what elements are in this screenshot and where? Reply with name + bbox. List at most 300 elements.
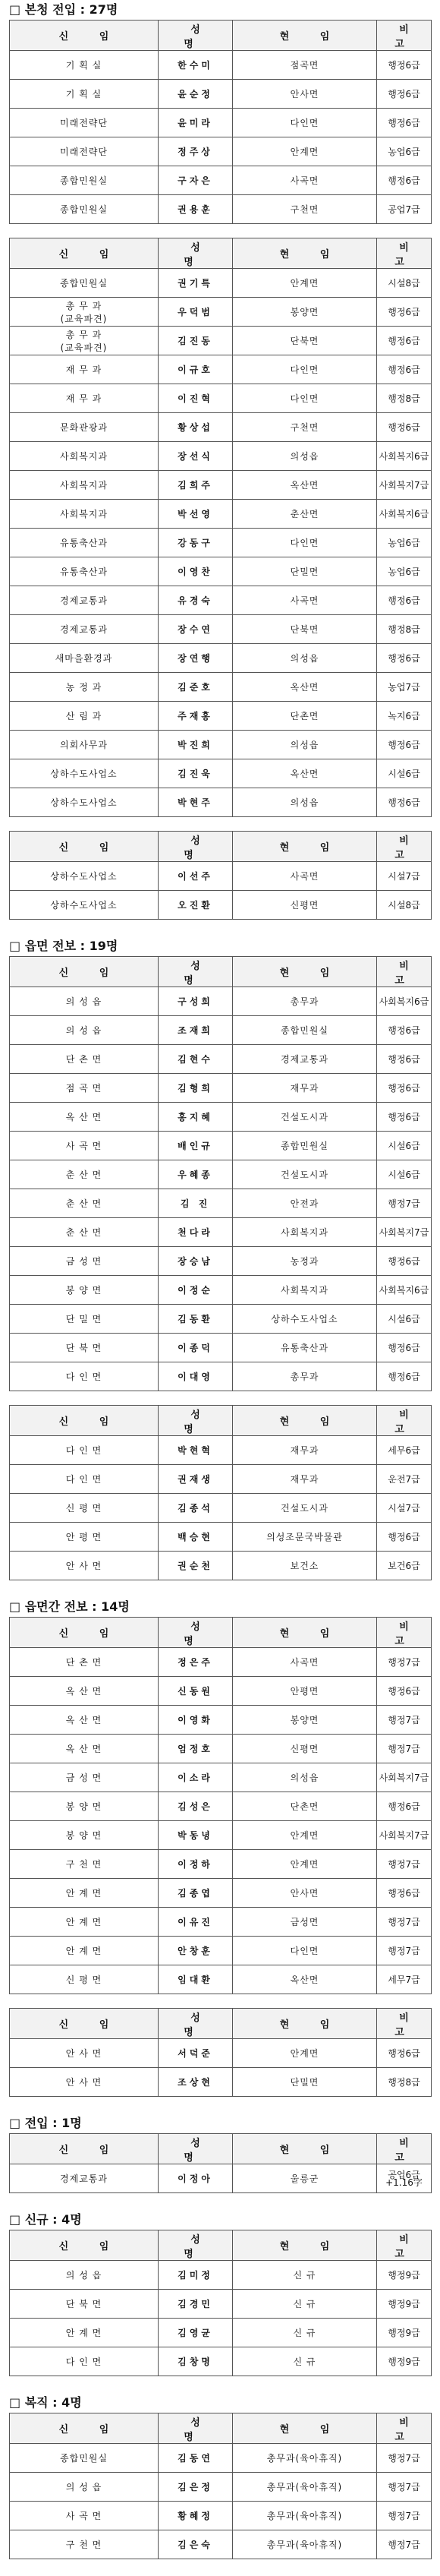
current-post-cell: 재무과 <box>233 1074 377 1103</box>
table-row <box>10 1218 432 1247</box>
note-cell: 행정6급 <box>377 51 432 80</box>
new-post-cell: 산 림 과 <box>10 702 159 731</box>
note-cell: 행정9급 <box>377 2261 432 2290</box>
new-post-cell: 단 북 면 <box>10 2290 159 2319</box>
current-post-cell: 점곡면 <box>233 51 377 80</box>
header-new: 신 임 <box>10 2134 159 2164</box>
new-post-cell: 단 밀 면 <box>10 1305 159 1334</box>
table-row <box>10 1735 432 1763</box>
name-cell: 김동환 <box>159 1305 233 1334</box>
table-row <box>10 1465 432 1494</box>
spacer <box>9 920 431 936</box>
current-post-cell: 총무과(육아휴직) <box>233 2444 377 2473</box>
table-row <box>10 195 432 224</box>
current-post-cell: 경제교통과 <box>233 1045 377 1074</box>
name-cell: 이영화 <box>159 1706 233 1735</box>
current-post-cell: 농정과 <box>233 1247 377 1276</box>
name-cell: 윤미라 <box>159 109 233 137</box>
current-post-cell: 안계면 <box>233 1850 377 1879</box>
note-cell: 농업6급 <box>377 137 432 166</box>
name-cell: 이영찬 <box>159 557 233 586</box>
current-post-cell: 옥산면 <box>233 471 377 500</box>
note-cell: 행정6급 <box>377 1045 432 1074</box>
table-row <box>10 327 432 355</box>
header-current: 현 임 <box>233 2230 377 2261</box>
current-post-cell: 안계면 <box>233 2039 377 2068</box>
name-cell: 천다라 <box>159 1218 233 1247</box>
name-cell: 한수미 <box>159 51 233 80</box>
name-cell: 강동구 <box>159 529 233 557</box>
current-post-cell: 유통축산과 <box>233 1334 377 1362</box>
current-post-cell: 신 규 <box>233 2347 377 2376</box>
new-post-cell: 안 계 면 <box>10 2319 159 2347</box>
new-post-cell: 경제교통과 <box>10 586 159 615</box>
spacer <box>9 817 431 831</box>
current-post-cell: 종합민원실 <box>233 1016 377 1045</box>
note-cell: 행정6급 <box>377 109 432 137</box>
header-new: 신 임 <box>10 2009 159 2039</box>
current-post-cell: 의성읍 <box>233 1763 377 1792</box>
table-row <box>10 759 432 788</box>
spacer <box>9 2193 431 2210</box>
table-header-row <box>10 832 432 862</box>
new-post-cell: 문화관광과 <box>10 413 159 442</box>
new-post-cell: 춘 산 면 <box>10 1160 159 1189</box>
current-post-cell: 다인면 <box>233 384 377 413</box>
table-row <box>10 891 432 920</box>
table-row <box>10 1677 432 1706</box>
table-row <box>10 615 432 644</box>
table-header-row <box>10 2230 432 2261</box>
new-post-cell: 안 사 면 <box>10 1552 159 1580</box>
note-cell: 사회복지6급 <box>377 500 432 529</box>
current-post-cell: 다인면 <box>233 109 377 137</box>
new-post-cell: 사회복지과 <box>10 471 159 500</box>
new-post-cell: 봉 양 면 <box>10 1821 159 1850</box>
table-header-row <box>10 1406 432 1436</box>
new-post-cell: 금 성 면 <box>10 1763 159 1792</box>
current-post-cell: 봉양면 <box>233 298 377 327</box>
table-row <box>10 1016 432 1045</box>
note-cell: 행정7급 <box>377 1850 432 1879</box>
new-post-cell: 총 무 과 (교육파견) <box>10 327 159 355</box>
name-cell: 박현혁 <box>159 1436 233 1465</box>
name-cell: 박현주 <box>159 788 233 817</box>
new-post-cell: 춘 산 면 <box>10 1189 159 1218</box>
header-new: 신 임 <box>10 21 159 51</box>
new-post-cell: 미래전략단 <box>10 137 159 166</box>
personnel-table <box>9 956 432 1391</box>
note-cell: 행정7급 <box>377 2473 432 2502</box>
current-post-cell: 다인면 <box>233 1937 377 1965</box>
table-row <box>10 1045 432 1074</box>
new-post-cell: 사 곡 면 <box>10 2502 159 2530</box>
header-name: 성 명 <box>159 832 233 862</box>
header-name: 성 명 <box>159 21 233 51</box>
current-post-cell: 단촌면 <box>233 1792 377 1821</box>
current-post-cell: 재무과 <box>233 1465 377 1494</box>
table-header-row <box>10 2134 432 2164</box>
personnel-table <box>9 2230 432 2376</box>
name-cell: 김준호 <box>159 673 233 702</box>
new-post-cell: 안 사 면 <box>10 2039 159 2068</box>
current-post-cell: 옥산면 <box>233 1965 377 1994</box>
name-cell: 장연행 <box>159 644 233 673</box>
note-cell: 세무7급 <box>377 1965 432 1994</box>
header-new: 신 임 <box>10 2230 159 2261</box>
header-note: 비 고 <box>377 957 432 987</box>
header-note: 비 고 <box>377 238 432 269</box>
current-post-cell: 신평면 <box>233 891 377 920</box>
header-note: 비 고 <box>377 2009 432 2039</box>
name-cell: 구성희 <box>159 987 233 1016</box>
current-post-cell: 안계면 <box>233 269 377 298</box>
current-post-cell: 단밀면 <box>233 557 377 586</box>
note-cell: 행정6급 <box>377 355 432 384</box>
new-post-cell: 의회사무과 <box>10 731 159 759</box>
new-post-cell: 의 성 읍 <box>10 987 159 1016</box>
new-post-cell: 재 무 과 <box>10 355 159 384</box>
table-row <box>10 529 432 557</box>
note-cell: 행정7급 <box>377 1189 432 1218</box>
current-post-cell: 건설도시과 <box>233 1494 377 1523</box>
table-row <box>10 1821 432 1850</box>
name-cell: 조상현 <box>159 2068 233 2097</box>
table-row <box>10 2473 432 2502</box>
table-row <box>10 1436 432 1465</box>
current-post-cell: 단밀면 <box>233 2068 377 2097</box>
name-cell: 이진혁 <box>159 384 233 413</box>
table-row <box>10 2530 432 2559</box>
header-current: 현 임 <box>233 957 377 987</box>
name-cell: 장선식 <box>159 442 233 471</box>
current-post-cell: 옥산면 <box>233 759 377 788</box>
new-post-cell: 다 인 면 <box>10 1465 159 1494</box>
new-post-cell: 옥 산 면 <box>10 1103 159 1132</box>
new-post-cell: 옥 산 면 <box>10 1735 159 1763</box>
name-cell: 장수연 <box>159 615 233 644</box>
header-name: 성 명 <box>159 957 233 987</box>
header-new: 신 임 <box>10 1406 159 1436</box>
note-cell: 행정6급 <box>377 644 432 673</box>
table-row <box>10 442 432 471</box>
name-cell: 구자은 <box>159 166 233 195</box>
name-cell: 주재홍 <box>159 702 233 731</box>
current-post-cell: 보건소 <box>233 1552 377 1580</box>
note-cell: 보건6급 <box>377 1552 432 1580</box>
new-post-cell: 다 인 면 <box>10 2347 159 2376</box>
new-post-cell: 신 평 면 <box>10 1965 159 1994</box>
name-cell: 우혜종 <box>159 1160 233 1189</box>
header-name: 성 명 <box>159 2134 233 2164</box>
new-post-cell: 안 계 면 <box>10 1908 159 1937</box>
current-post-cell: 다인면 <box>233 529 377 557</box>
personnel-table <box>9 831 432 920</box>
current-post-cell: 사곡면 <box>233 166 377 195</box>
table-row <box>10 1937 432 1965</box>
header-current: 현 임 <box>233 238 377 269</box>
note-cell: 행정6급 <box>377 1362 432 1391</box>
section-title: □ 복직 : 4명 <box>9 2395 82 2410</box>
note-cell: 행정7급 <box>377 1648 432 1677</box>
current-post-cell: 다인면 <box>233 355 377 384</box>
new-post-cell: 기 획 실 <box>10 80 159 109</box>
new-post-cell: 농 정 과 <box>10 673 159 702</box>
name-cell: 김종엽 <box>159 1879 233 1908</box>
name-cell: 권순천 <box>159 1552 233 1580</box>
table-row <box>10 702 432 731</box>
name-cell: 김진동 <box>159 327 233 355</box>
name-cell: 김미정 <box>159 2261 233 2290</box>
new-post-cell: 봉 양 면 <box>10 1276 159 1305</box>
table-row <box>10 1850 432 1879</box>
table-row <box>10 1763 432 1792</box>
table-row <box>10 2290 432 2319</box>
new-post-cell: 총 무 과 (교육파견) <box>10 298 159 327</box>
table-row <box>10 1276 432 1305</box>
note-cell: 사회복지6급 <box>377 442 432 471</box>
current-post-cell: 안사면 <box>233 80 377 109</box>
note-cell: 사회복지6급 <box>377 1276 432 1305</box>
current-post-cell: 안사면 <box>233 1879 377 1908</box>
current-post-cell: 사곡면 <box>233 862 377 891</box>
current-post-cell: 안평면 <box>233 1677 377 1706</box>
new-post-cell: 옥 산 면 <box>10 1677 159 1706</box>
name-cell: 이유진 <box>159 1908 233 1937</box>
table-header-row <box>10 957 432 987</box>
name-cell: 황상섭 <box>159 413 233 442</box>
name-cell: 장승남 <box>159 1247 233 1276</box>
spacer <box>9 1994 431 2008</box>
personnel-table <box>9 2133 432 2193</box>
name-cell: 김영균 <box>159 2319 233 2347</box>
note-cell: 시설8급 <box>377 891 432 920</box>
note-cell: 행정6급 <box>377 1334 432 1362</box>
current-post-cell: 신평면 <box>233 1735 377 1763</box>
header-name: 성 명 <box>159 2413 233 2444</box>
new-post-cell: 옥 산 면 <box>10 1706 159 1735</box>
current-post-cell: 의성읍 <box>233 731 377 759</box>
new-post-cell: 봉 양 면 <box>10 1792 159 1821</box>
header-current: 현 임 <box>233 1406 377 1436</box>
note-cell: 시설7급 <box>377 1494 432 1523</box>
note-cell: 행정9급 <box>377 2319 432 2347</box>
table-row <box>10 355 432 384</box>
name-cell: 김경민 <box>159 2290 233 2319</box>
note-cell: 사회복지6급 <box>377 987 432 1016</box>
personnel-table <box>9 238 432 817</box>
current-post-cell: 안계면 <box>233 1821 377 1850</box>
name-cell: 정주상 <box>159 137 233 166</box>
table-header-row <box>10 21 432 51</box>
header-name: 성 명 <box>159 2009 233 2039</box>
current-post-cell: 봉양면 <box>233 1706 377 1735</box>
table-row <box>10 1965 432 1994</box>
new-post-cell: 금 성 면 <box>10 1247 159 1276</box>
current-post-cell: 춘산면 <box>233 500 377 529</box>
current-post-cell: 의성읍 <box>233 644 377 673</box>
note-cell: 행정6급 <box>377 1247 432 1276</box>
note-cell: 행정7급 <box>377 1908 432 1937</box>
new-post-cell: 새마을환경과 <box>10 644 159 673</box>
current-post-cell: 의성읍 <box>233 442 377 471</box>
spacer <box>9 2559 431 2576</box>
name-cell: 이대영 <box>159 1362 233 1391</box>
note-cell: 행정6급 <box>377 166 432 195</box>
header-note: 비 고 <box>377 2134 432 2164</box>
note-cell: 공업7급 <box>377 195 432 224</box>
new-post-cell: 상하수도사업소 <box>10 759 159 788</box>
note-cell: 행정6급 <box>377 1016 432 1045</box>
new-post-cell: 춘 산 면 <box>10 1218 159 1247</box>
new-post-cell: 구 천 면 <box>10 2530 159 2559</box>
name-cell: 임대환 <box>159 1965 233 1994</box>
current-post-cell: 총무과(육아휴직) <box>233 2502 377 2530</box>
note-cell: 공업6급 +1.16字 <box>377 2164 432 2193</box>
new-post-cell: 경제교통과 <box>10 2164 159 2193</box>
name-cell: 윤순정 <box>159 80 233 109</box>
personnel-table <box>9 1617 432 1994</box>
new-post-cell: 안 계 면 <box>10 1937 159 1965</box>
new-post-cell: 점 곡 면 <box>10 1074 159 1103</box>
new-post-cell: 종합민원실 <box>10 166 159 195</box>
new-post-cell: 유통축산과 <box>10 557 159 586</box>
new-post-cell: 의 성 읍 <box>10 2473 159 2502</box>
table-row <box>10 1189 432 1218</box>
table-row <box>10 1792 432 1821</box>
name-cell: 신동원 <box>159 1677 233 1706</box>
name-cell: 오진환 <box>159 891 233 920</box>
note-cell: 행정7급 <box>377 2502 432 2530</box>
spacer <box>9 224 431 238</box>
table-row <box>10 1247 432 1276</box>
new-post-cell: 의 성 읍 <box>10 1016 159 1045</box>
table-row <box>10 1362 432 1391</box>
table-row <box>10 644 432 673</box>
note-cell: 시설6급 <box>377 759 432 788</box>
note-cell: 시설6급 <box>377 1160 432 1189</box>
table-row <box>10 2068 432 2097</box>
name-cell: 정은주 <box>159 1648 233 1677</box>
note-cell: 행정6급 <box>377 788 432 817</box>
new-post-cell: 상하수도사업소 <box>10 788 159 817</box>
current-post-cell: 구천면 <box>233 195 377 224</box>
new-post-cell: 다 인 면 <box>10 1362 159 1391</box>
current-post-cell: 구천면 <box>233 413 377 442</box>
note-cell: 농업7급 <box>377 673 432 702</box>
table-row <box>10 1160 432 1189</box>
table-row <box>10 862 432 891</box>
note-cell: 행정6급 <box>377 327 432 355</box>
current-post-cell: 종합민원실 <box>233 1132 377 1160</box>
name-cell: 이소라 <box>159 1763 233 1792</box>
name-cell: 김성은 <box>159 1792 233 1821</box>
name-cell: 김은정 <box>159 2473 233 2502</box>
new-post-cell: 사회복지과 <box>10 500 159 529</box>
table-row <box>10 1334 432 1362</box>
current-post-cell: 사회복지과 <box>233 1218 377 1247</box>
name-cell: 박진희 <box>159 731 233 759</box>
note-cell: 시설7급 <box>377 862 432 891</box>
header-name: 성 명 <box>159 1406 233 1436</box>
name-cell: 엄정호 <box>159 1735 233 1763</box>
name-cell: 우덕범 <box>159 298 233 327</box>
table-header-row <box>10 238 432 269</box>
new-post-cell: 신 평 면 <box>10 1494 159 1523</box>
table-row <box>10 2444 432 2473</box>
name-cell: 황혜정 <box>159 2502 233 2530</box>
personnel-table <box>9 2008 432 2097</box>
name-cell: 박선영 <box>159 500 233 529</box>
table-row <box>10 298 432 327</box>
header-current: 현 임 <box>233 1618 377 1648</box>
current-post-cell: 사회복지과 <box>233 1276 377 1305</box>
table-row <box>10 1132 432 1160</box>
table-row <box>10 673 432 702</box>
note-cell: 행정6급 <box>377 298 432 327</box>
header-current: 현 임 <box>233 2134 377 2164</box>
note-cell: 행정6급 <box>377 1103 432 1132</box>
name-cell: 서덕준 <box>159 2039 233 2068</box>
table-row <box>10 788 432 817</box>
table-row <box>10 1648 432 1677</box>
table-row <box>10 1908 432 1937</box>
name-cell: 배인규 <box>159 1132 233 1160</box>
table-row <box>10 557 432 586</box>
name-cell: 이선주 <box>159 862 233 891</box>
note-cell: 녹지6급 <box>377 702 432 731</box>
current-post-cell: 단촌면 <box>233 702 377 731</box>
spacer <box>9 2097 431 2114</box>
name-cell: 이종덕 <box>159 1334 233 1362</box>
name-cell: 김희주 <box>159 471 233 500</box>
note-cell: 사회복지7급 <box>377 1218 432 1247</box>
current-post-cell: 신 규 <box>233 2290 377 2319</box>
name-cell: 이정아 <box>159 2164 233 2193</box>
current-post-cell: 단북면 <box>233 615 377 644</box>
table-row <box>10 413 432 442</box>
table-row <box>10 586 432 615</box>
current-post-cell: 총무과 <box>233 987 377 1016</box>
current-post-cell: 총무과(육아휴직) <box>233 2473 377 2502</box>
current-post-cell: 의성읍 <box>233 788 377 817</box>
name-cell: 이정순 <box>159 1276 233 1305</box>
note-cell: 행정8급 <box>377 2068 432 2097</box>
table-header-row <box>10 1618 432 1648</box>
current-post-cell: 사곡면 <box>233 586 377 615</box>
table-row <box>10 51 432 80</box>
table-row <box>10 384 432 413</box>
name-cell: 권기특 <box>159 269 233 298</box>
personnel-table <box>9 20 432 224</box>
header-note: 비 고 <box>377 1618 432 1648</box>
table-row <box>10 2039 432 2068</box>
table-row <box>10 1103 432 1132</box>
header-note: 비 고 <box>377 1406 432 1436</box>
name-cell: 박동녕 <box>159 1821 233 1850</box>
current-post-cell: 의성조문국박물관 <box>233 1523 377 1552</box>
section-title: □ 읍면 전보 : 19명 <box>9 939 118 953</box>
current-post-cell: 재무과 <box>233 1436 377 1465</box>
spacer <box>9 1580 431 1597</box>
current-post-cell: 건설도시과 <box>233 1103 377 1132</box>
current-post-cell: 총무과(육아휴직) <box>233 2530 377 2559</box>
note-cell: 행정7급 <box>377 1706 432 1735</box>
note-cell: 행정7급 <box>377 2530 432 2559</box>
note-cell: 사회복지7급 <box>377 1821 432 1850</box>
section-title: □ 본청 전입 : 27명 <box>9 2 118 17</box>
new-post-cell: 유통축산과 <box>10 529 159 557</box>
